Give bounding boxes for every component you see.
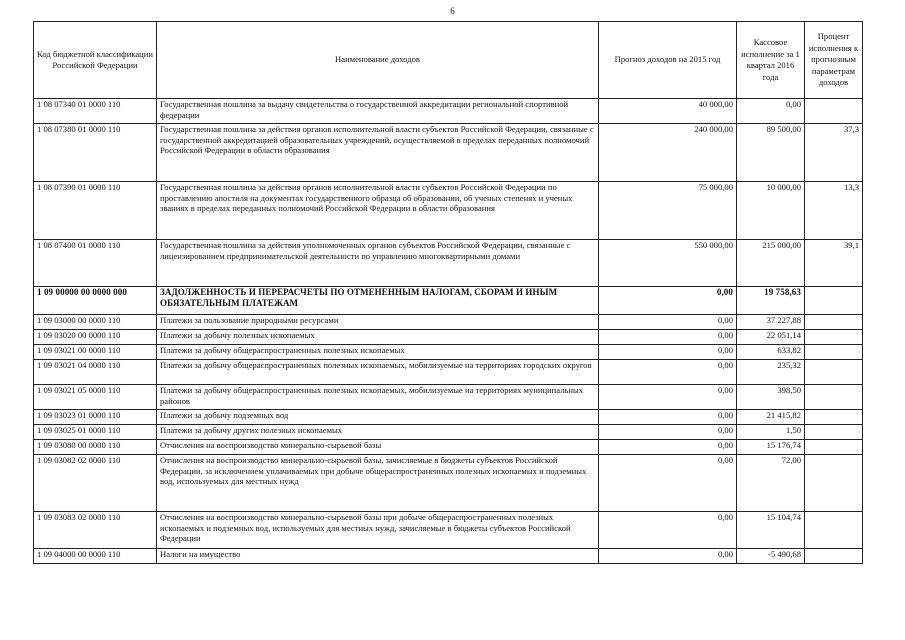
- code-cell: 1 08 07390 01 0000 110: [34, 182, 157, 240]
- percent-cell: 39,1: [805, 240, 863, 287]
- percent-cell: [805, 99, 863, 124]
- actual-cell: 633,82: [737, 345, 805, 360]
- actual-cell: 235,32: [737, 360, 805, 385]
- percent-cell: [805, 440, 863, 455]
- percent-cell: [805, 410, 863, 425]
- actual-cell: 19 758,63: [737, 287, 805, 315]
- name-cell: Платежи за добычу общераспространенных полезных ископаемых, мобилизуемые на территориях муниципальных районов: [157, 385, 599, 410]
- actual-cell: 0,00: [737, 99, 805, 124]
- percent-cell: [805, 512, 863, 549]
- percent-cell: [805, 345, 863, 360]
- actual-cell: 398,50: [737, 385, 805, 410]
- forecast-cell: 75 000,00: [599, 182, 737, 240]
- header-name: Наименование доходов: [157, 22, 599, 99]
- table-row: [34, 455, 863, 512]
- forecast-cell: 0,00: [599, 330, 737, 345]
- header-percent: Процент исполнения к прогнозным параметрам доходов: [805, 22, 863, 99]
- name-cell: Налоги на имущество: [157, 549, 599, 564]
- name-cell: Платежи за добычу общераспространенных полезных ископаемых, мобилизуемые на территориях городских округов: [157, 360, 599, 385]
- code-cell: 1 08 07400 01 0000 110: [34, 240, 157, 287]
- percent-cell: [805, 455, 863, 512]
- code-cell: 1 09 03021 00 0000 110: [34, 345, 157, 360]
- actual-cell: 89 500,00: [737, 124, 805, 182]
- code-cell: 1 09 04000 00 0000 110: [34, 549, 157, 564]
- percent-cell: [805, 385, 863, 410]
- table-row: [34, 99, 863, 124]
- table-body: [34, 99, 863, 564]
- actual-cell: 10 000,00: [737, 182, 805, 240]
- forecast-cell: 0,00: [599, 440, 737, 455]
- name-cell: Платежи за добычу других полезных ископаемых: [157, 425, 599, 440]
- table-row: [34, 410, 863, 425]
- forecast-cell: 550 000,00: [599, 240, 737, 287]
- name-cell: Государственная пошлина за действия уполномоченных органов субъектов Российской Федерации, связанные с лицензированием предпринимательской деятельности по управлению многоквартирными домами: [157, 240, 599, 287]
- actual-cell: 37 227,88: [737, 315, 805, 330]
- code-cell: 1 09 00000 00 0000 000: [34, 287, 157, 315]
- revenue-table: [33, 21, 863, 564]
- table-row: [34, 385, 863, 410]
- actual-cell: 22 051,14: [737, 330, 805, 345]
- forecast-cell: 0,00: [599, 425, 737, 440]
- forecast-cell: 0,00: [599, 385, 737, 410]
- actual-cell: -5 490,68: [737, 549, 805, 564]
- table-row: [34, 287, 863, 315]
- forecast-cell: 0,00: [599, 512, 737, 549]
- header-code: Код бюджетной классификации Российской Федерации: [34, 22, 157, 99]
- table-row: [34, 315, 863, 330]
- name-cell: Платежи за добычу полезных ископаемых: [157, 330, 599, 345]
- name-cell: Платежи за добычу подземных вод: [157, 410, 599, 425]
- forecast-cell: 40 000,00: [599, 99, 737, 124]
- actual-cell: 15 176,74: [737, 440, 805, 455]
- table-row: [34, 124, 863, 182]
- percent-cell: [805, 549, 863, 564]
- forecast-cell: 0,00: [599, 360, 737, 385]
- name-cell: Платежи за добычу общераспространенных полезных ископаемых: [157, 345, 599, 360]
- percent-cell: [805, 330, 863, 345]
- code-cell: 1 09 03083 02 0000 110: [34, 512, 157, 549]
- actual-cell: 21 415,82: [737, 410, 805, 425]
- forecast-cell: 0,00: [599, 345, 737, 360]
- name-cell: Отчисления на воспроизводство минерально-сырьевой базы при добыче общераспространенных полезных ископаемых и подземных вод, используемых для местных нужд, зачисляемые в бюджеты субъектов Российской Федерации: [157, 512, 599, 549]
- percent-cell: [805, 287, 863, 315]
- table-row: [34, 360, 863, 385]
- percent-cell: [805, 315, 863, 330]
- forecast-cell: 0,00: [599, 410, 737, 425]
- forecast-cell: 0,00: [599, 287, 737, 315]
- code-cell: 1 09 03080 00 0000 110: [34, 440, 157, 455]
- header-actual: Кассовое исполнение за 1 квартал 2016 года: [737, 22, 805, 99]
- actual-cell: 15 104,74: [737, 512, 805, 549]
- table-row: [34, 549, 863, 564]
- name-cell: ЗАДОЛЖЕННОСТЬ И ПЕРЕРАСЧЕТЫ ПО ОТМЕНЕННЫМ НАЛОГАМ, СБОРАМ И ИНЫМ ОБЯЗАТЕЛЬНЫМ ПЛАТЕЖАМ: [157, 287, 599, 315]
- percent-cell: 13,3: [805, 182, 863, 240]
- forecast-cell: 0,00: [599, 549, 737, 564]
- forecast-cell: 0,00: [599, 455, 737, 512]
- name-cell: Отчисления на воспроизводство минерально-сырьевой базы, зачисляемые в бюджеты субъектов Российской Федерации, за исключением уплачиваемых при добыче общераспространенных полезных ископаемых и подземных вод, используемых для местных нужд: [157, 455, 599, 512]
- percent-cell: 37,3: [805, 124, 863, 182]
- table-row: [34, 440, 863, 455]
- percent-cell: [805, 360, 863, 385]
- name-cell: Государственная пошлина за действия органов исполнительной власти субъектов Российской Федерации по проставлению апостиля на документах государственного образца об образовании, об ученых степенях и ученых званиях в пределах переданных полномочий Российской Федерации в области образования: [157, 182, 599, 240]
- forecast-cell: 0,00: [599, 315, 737, 330]
- table-row: [34, 240, 863, 287]
- name-cell: Государственная пошлина за действия органов исполнительной власти субъектов Российской Федерации, связанные с государственной аккредитацией образовательных учреждений, осуществляемой в пределах переданных полномочий Российской Федерации в области образования: [157, 124, 599, 182]
- name-cell: Платежи за пользование природными ресурсами: [157, 315, 599, 330]
- code-cell: 1 09 03082 02 0000 110: [34, 455, 157, 512]
- code-cell: 1 09 03021 04 0000 110: [34, 360, 157, 385]
- page-number: 6: [450, 6, 455, 16]
- code-cell: 1 09 03020 00 0000 110: [34, 330, 157, 345]
- forecast-cell: 240 000,00: [599, 124, 737, 182]
- actual-cell: 1,50: [737, 425, 805, 440]
- code-cell: 1 09 03000 00 0000 110: [34, 315, 157, 330]
- actual-cell: 72,00: [737, 455, 805, 512]
- percent-cell: [805, 425, 863, 440]
- table-row: [34, 182, 863, 240]
- code-cell: 1 09 03021 05 0000 110: [34, 385, 157, 410]
- table-row: [34, 512, 863, 549]
- header-forecast: Прогноз доходов на 2015 год: [599, 22, 737, 99]
- code-cell: 1 08 07340 01 0000 110: [34, 99, 157, 124]
- code-cell: 1 08 07380 01 0000 110: [34, 124, 157, 182]
- name-cell: Государственная пошлина за выдачу свидетельства о государственной аккредитации региональной спортивной федерации: [157, 99, 599, 124]
- table-row: [34, 425, 863, 440]
- code-cell: 1 09 03025 01 0000 110: [34, 425, 157, 440]
- name-cell: Отчисления на воспроизводство минерально-сырьевой базы: [157, 440, 599, 455]
- code-cell: 1 09 03023 01 0000 110: [34, 410, 157, 425]
- actual-cell: 215 000,00: [737, 240, 805, 287]
- table-header-row: [34, 22, 863, 99]
- table-row: [34, 330, 863, 345]
- table-row: [34, 345, 863, 360]
